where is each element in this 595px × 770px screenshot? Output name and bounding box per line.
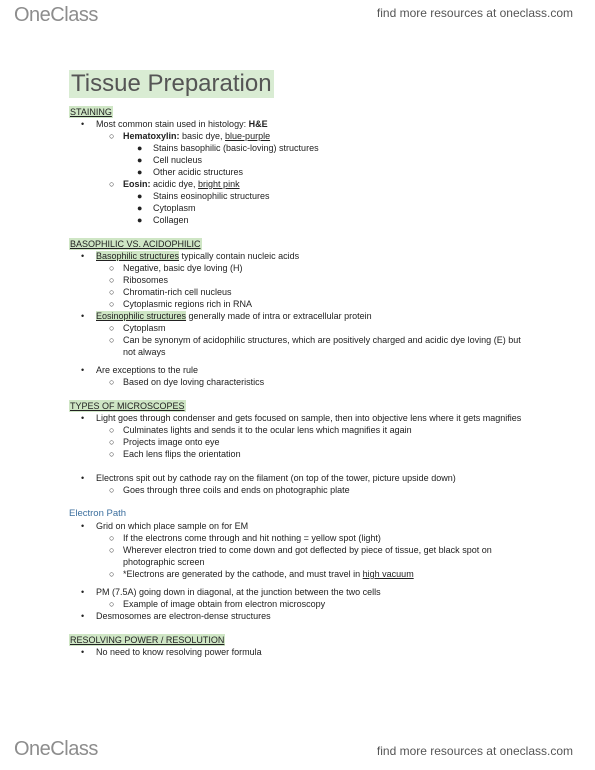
list-item: • No need to know resolving power formula: [81, 647, 262, 657]
list-item: ○ Eosin: acidic dye, bright pink: [109, 179, 240, 189]
section-heading-microscopes: TYPES OF MICROSCOPES: [70, 401, 185, 411]
list-item: ○ Ribosomes: [109, 275, 169, 285]
list-item: ○ Example of image obtain from electron microscopy: [109, 599, 326, 609]
list-item: ● Other acidic structures: [137, 167, 244, 177]
page-title: Tissue Preparation: [71, 70, 272, 97]
list-item: ○ Cytoplasmic regions rich in RNA: [109, 299, 253, 309]
list-item: • Light goes through condenser and gets focused on sample, then into objective lens where it gets magnifies: [81, 413, 522, 423]
oneclass-logo: OneClass: [14, 4, 98, 26]
list-item: ○ Hematoxylin: basic dye, blue-purple: [109, 131, 271, 141]
list-item: ● Collagen: [137, 215, 189, 225]
oneclass-logo: OneClass: [14, 738, 98, 760]
list-item: ○ Goes through three coils and ends on photographic plate: [109, 485, 350, 495]
list-item: • Grid on which place sample on for EM: [81, 521, 249, 531]
section-heading-basophilic: BASOPHILIC VS. ACIDOPHILIC: [70, 239, 201, 249]
list-item: ○ Wherever electron tried to come down and got deflected by piece of tissue, get black spot on photographic screen: [109, 545, 492, 567]
document-body: [69, 106, 529, 658]
list-item: ○ Negative, basic dye loving (H): [109, 263, 243, 273]
find-resources-link[interactable]: find more resources at oneclass.com: [376, 744, 573, 758]
list-item: ● Stains basophilic (basic-loving) structures: [137, 143, 319, 153]
list-item: • Desmosomes are electron-dense structures: [81, 611, 271, 621]
list-item: ○ Culminates lights and sends it to the ocular lens which magnifies it again: [109, 425, 412, 435]
list-item: ○ Cytoplasm: [109, 323, 166, 333]
list-item: ● Cytoplasm: [137, 203, 196, 213]
list-item: • PM (7.5A) going down in diagonal, at the junction between the two cells: [81, 587, 381, 597]
list-item: • Most common stain used in histology: H&E: [81, 119, 268, 129]
list-item: ○ Each lens flips the orientation: [109, 449, 241, 459]
list-item: • Electrons spit out by cathode ray on the filament (on top of the tower, picture upside down): [81, 473, 456, 483]
find-resources-link[interactable]: find more resources at oneclass.com: [376, 6, 573, 20]
list-item: • Eosinophilic structures generally made of intra or extracellular protein: [81, 311, 372, 321]
section-heading-resolving-power: RESOLVING POWER / RESOLUTION: [70, 635, 225, 645]
list-item: ○ If the electrons come through and hit nothing = yellow spot (light): [109, 533, 381, 543]
list-item: • Basophilic structures typically contain nucleic acids: [81, 251, 300, 261]
list-item: ○ Projects image onto eye: [109, 437, 220, 447]
subheading-electron-path: Electron Path: [69, 508, 127, 519]
list-item: ○ Can be synonym of acidophilic structures, which are positively charged and acidic dye loving (E) but not always: [109, 335, 521, 357]
list-item: ○ Based on dye loving characteristics: [109, 377, 265, 387]
list-item: ○ Chromatin-rich cell nucleus: [109, 287, 232, 297]
list-item: ○ *Electrons are generated by the cathode, and must travel in high vacuum: [109, 569, 414, 579]
section-heading-staining: STAINING: [70, 107, 112, 117]
list-item: ● Cell nucleus: [137, 155, 203, 165]
list-item: • Are exceptions to the rule: [81, 365, 199, 375]
list-item: ● Stains eosinophilic structures: [137, 191, 270, 201]
